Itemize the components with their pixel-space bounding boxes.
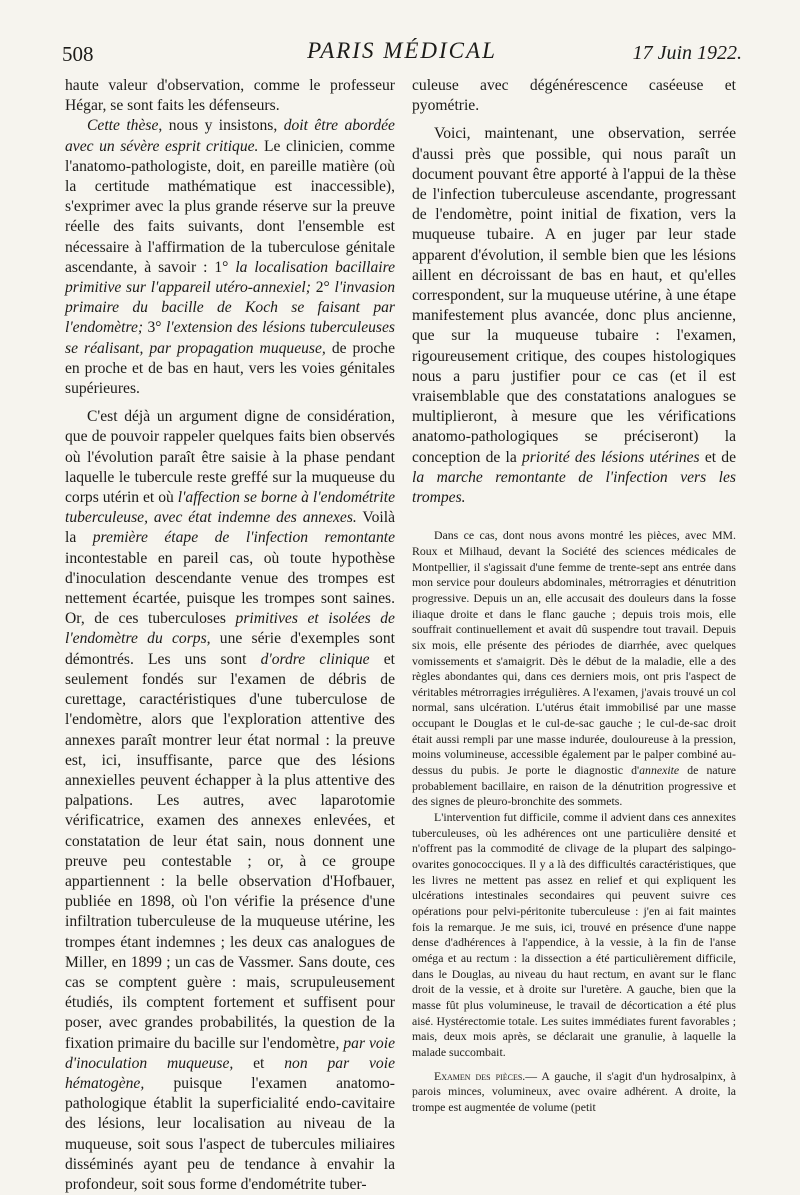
italic-text: l'extension des lésions tuberculeuses se réalisant, par propagation muqueuse, — [65, 319, 395, 357]
paragraph: haute valeur d'observation, comme le professeur Hégar, se sont faits les défenseurs. — [65, 77, 395, 115]
italic-text: l'affection se borne à l'endométrite tuberculeuse, avec état indemne des annexes. — [65, 489, 396, 527]
italic-text: première étape de l'infection remontante — [92, 529, 396, 547]
italic-text: par voie d'inoculation muqueuse, — [65, 1034, 395, 1072]
paragraph: Voici, maintenant, une observation, serrée d'aussi près que possible, qui nous paraît un document pouvant être apporté à l'appui de la thèse de l'infection tuberculeuse ascendante, progressant de l'endomètre, point initial de fixation, vers la muqueuse tubaire. A en juger par leur stade apparent d'évolution, il semble bien que les lésions aillent en décroissant de bas en haut, et qu'elles correspondent, sur la muqueuse utérine, à une étape manifestement plus avancée, donc plus ancienne, que sur la muqueuse tubaire : l'examen, rigoureusement critique, des coupes histologiques nous a paru justifier pour ce cas (et il est vraisemblable que des constatations analogues se multiplieront, à mesure que les vérifications anatomo-pathologiques se préciseront) la conception de la priorité des lésions utérines et de la marche remontante de l'infection vers les trompes. — [412, 125, 736, 507]
left-column — [65, 76, 395, 1195]
italic-text: primitives et isolées de l'endomètre du corps, — [65, 610, 395, 648]
paragraph: Cette thèse, nous y insistons, doit être abordée avec un sévère esprit critique. Le clinicien, comme l'anatomo-pathologiste, doit, en pareille matière (où la certitude mathématique est inaccessible), s'exprimer avec la plus grande réserve sur la preuve réelle des faits suivants, dont l'ensemble est nécessaire à l'affirmation de la tuberculose génitale ascendante, à savoir : 1° la localisation bacillaire primitive sur l'appareil utéro-annexiel; 2° l'invasion primaire du bacille de Koch se faisant par l'endomètre; 3° l'extension des lésions tuberculeuses se réalisant, par propagation muqueuse, de proche en proche et de bas en haut, vers les voies génitales supérieures. — [65, 117, 395, 398]
paragraph: culeuse avec dégénérescence caséeuse et pyométrie. — [412, 77, 736, 115]
paragraph: C'est déjà un argument digne de considération, que de pouvoir rappeler quelques faits bien observés où l'évolution paraît être saisie à la phase pendant laquelle le tubercule reste greffé sur la muqueuse du corps utérin et où l'affection se borne à l'endométrite tuberculeuse, avec état indemne des annexes. Voilà la première étape de l'infection remontante incontestable en pareil cas, où toute hypothèse d'inoculation descendante venue des trompes est nettement écartée, puisque les trompes sont saines. Or, de ces tuberculoses primitives et isolées de l'endomètre du corps, une série d'exemples sont démontrés. Les uns sont d'ordre clinique et seulement fondés sur l'examen de débris de curettage, caractéristiques d'une tuberculose de l'endomètre, alors que l'exploration attentive des annexes paraît montrer leur état normal : la preuve est, ici, insuffisante, parce que des lésions annexielles peuvent échapper à la plus attentive des palpations. Les autres, avec laparotomie vérificatrice, examen des annexes enlevées, et constatation de leur état sain, nous donnent une preuve peu contestable ; or, à ce groupe appartiennent : la belle observation d'Hofbauer, publiée en 1898, où l'on vérifie la présence d'une infiltration tuberculeuse de la muqueuse utérine, les trompes étant indemnes ; les deux cas analogues de Miller, en 1899 ; un cas de Vassmer. Sans doute, ces cas se comptent guère : mais, scrupuleusement étudiés, ils comptent fortement et suffisent pour poser, avec grandes probabilités, la question de la fixation primaire du bacille sur l'endomètre, par voie d'inoculation muqueuse, et non par voie hématogène, puisque l'examen anatomo-pathologique établit la superficialité endo-cavitaire des lésions, leur localisation au niveau de la muqueuse, soit sous l'aspect de tubercules miliaires disséminés ayant peu de tendance à envahir la profondeur, soit sous forme d'endométrite tuber- — [65, 408, 396, 1193]
journal-title: PARIS MÉDICAL — [307, 38, 497, 63]
section-heading: Examen des pièces. — [434, 1068, 526, 1083]
italic-text: doit être abordée avec un sévère esprit critique. — [65, 117, 395, 155]
italic-text: non par voie hématogène, — [65, 1054, 395, 1092]
italic-text: l'invasion primaire du bacille de Koch se faisant par l'endomètre; — [65, 279, 395, 337]
italic-text: la localisation bacillaire primitive sur l'appareil utéro-annexiel; — [65, 258, 395, 297]
observation-paragraph: Dans ce cas, dont nous avons montré les pièces, avec MM. Roux et Milhaud, devant la Société des sciences médicales de Montpellier, il s'agissait d'une femme de trente-sept ans entrée dans mon service pour douleurs abdominales, métrorragies et dénutrition progressive. Depuis un an, elle accusait des douleurs dans la fosse iliaque droite et dans le flanc gauche ; depuis trois mois, elle souffrait continuellement et avait dû suspendre tout travail. Depuis six mois, elle présente des périodes de diarrhée, avec quelques vomissements et s'amaigrit. Dès le début de la maladie, elle a des règles abondantes qui, dans ces derniers mois, ont pris l'aspect de véritables métrorragies irrégulières. A l'examen, j'avais trouvé un col normal, sans ulcération. L'utérus était immobilisé par une masse occupant le Douglas et le cul-de-sac gauche ; le cul-de-sac droit était aussi rempli par une masse indurée, douloureuse à la pression, moins volumineuse, accessible également par le palper combiné au-dessus du pubis. Je porte le diagnostic d'annexite de nature probablement bacillaire, en raison de la dénutrition progressive et des signes de pleuro-bronchite des sommets. — [412, 528, 737, 809]
observation-paragraph: L'intervention fut difficile, comme il advient dans ces annexites tuberculeuses, où les adhérences ont une particulière densité et n'offrent pas la commodité de clivage de la plupart des salpingo-ovarites gonococciques. Il y a là des difficultés caractéristiques, que les livres ne mettent pas assez en relief et qui expliquent les ulcérations intestinales secondaires qui peuvent suivre ces opérations pour pelvi-péritonite tuberculeuse : j'en ai fait maintes fois la remarque. Je me suis, ici, trouvé en présence d'une nappe dense d'adhérences à l'appendice, à la vessie, à la fin de l'anse oméga et au rectum : la dissection a été particulièrement difficile, dans le Douglas, au niveau du haut rectum, en avant sur le flanc droit de la vessie, et à droite sur l'uretère. A gauche, bien que la masse fût plus volumineuse, le travail de décortication a été plus aisé. Hystérectomie totale. Les suites immédiates furent favorables ; mais, deux mois après, se déclarait une granulie, à laquelle la malade succombait. — [412, 810, 736, 1059]
italic-text: Cette thèse — [87, 117, 159, 135]
italic-text: priorité des lésions utérines — [522, 448, 700, 466]
right-column — [412, 76, 736, 1116]
page-number: 508 — [62, 42, 94, 66]
observation-paragraph — [412, 1069, 736, 1116]
italic-text: annexite — [639, 763, 680, 778]
issue-date: 17 Juin 1922. — [632, 42, 742, 64]
page-header — [62, 34, 742, 74]
italic-text: d'ordre clinique — [260, 650, 370, 668]
paragraph-text: — A gauche, il s'agit d'un hydrosalpinx, à parois minces, volumineux, avec ovaire adhérent. A droite, la trompe est augmentée de volume (petit — [412, 1068, 737, 1114]
italic-text: la marche remontante de l'infection vers les trompes. — [412, 468, 736, 507]
